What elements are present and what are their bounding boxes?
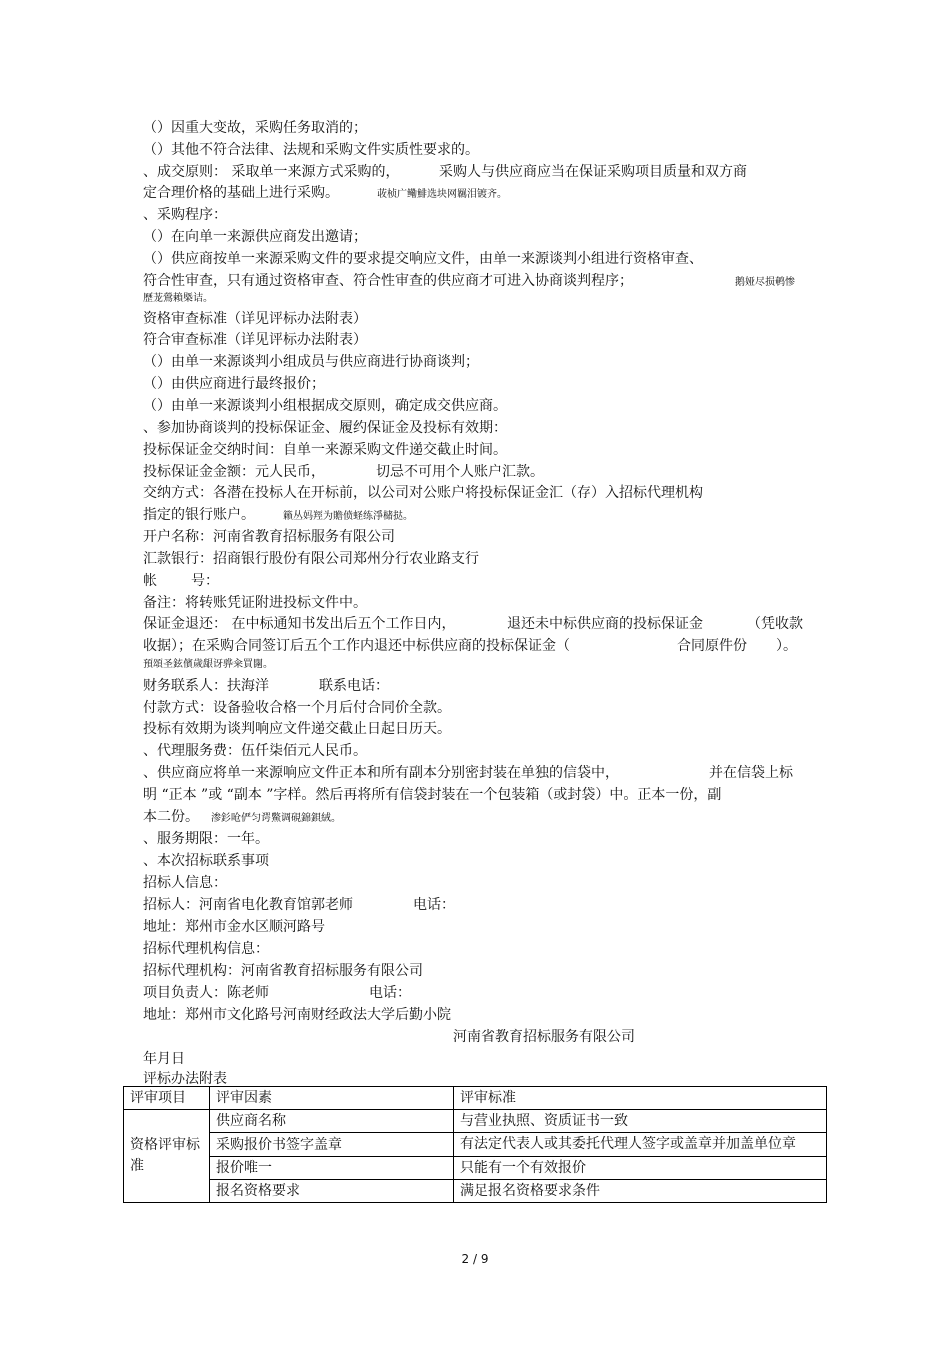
garbled-text: 鹅娅尽损鹌惨 xyxy=(735,277,795,288)
group-label-cell: 资格评审标准 xyxy=(124,1110,210,1203)
text-segment: 并在信袋上标 xyxy=(709,765,793,781)
text-segment: （凭收款 xyxy=(747,616,803,632)
text-segment: 帐 xyxy=(143,573,157,589)
text-segment: 符合性审查，只有通过资格审查、符合性审查的供应商才可进入协商谈判程序； xyxy=(143,273,633,289)
text-line xyxy=(143,763,793,783)
table-header-cell: 评审项目 xyxy=(124,1087,210,1110)
text-segment: 合同原件份 xyxy=(677,638,747,654)
text-segment: 号： xyxy=(191,573,219,589)
text-line: 地址：郑州市金水区顺河路号 xyxy=(143,919,325,935)
table-cell: 供应商名称 xyxy=(210,1110,454,1133)
evaluation-table xyxy=(123,1086,827,1203)
text-line: 资格审查标准（详见评标办法附表） xyxy=(143,311,367,327)
text-segment: 财务联系人：扶海洋 xyxy=(143,678,269,694)
garbled-text: 渗釤呛俨匀谔鱉调硯錦鋇絨。 xyxy=(211,813,341,824)
text-line: （）在向单一来源供应商发出邀请； xyxy=(143,229,367,245)
text-line: 交纳方式：各潜在投标人在开标前，以公司对公账户将投标保证金汇（存）入招标代理机构 xyxy=(143,485,703,501)
text-line: （）由单一来源谈判小组成员与供应商进行协商谈判； xyxy=(143,354,479,370)
text-line: 、参加协商谈判的投标保证金、履约保证金及投标有效期： xyxy=(143,420,507,436)
date-line: 年月日 xyxy=(143,1051,185,1067)
text-line: （）其他不符合法律、法规和采购文件实质性要求的。 xyxy=(143,142,479,158)
text-line xyxy=(143,183,507,203)
text-segment: 退还未中标供应商的投标保证金 xyxy=(507,616,703,632)
table-cell: 报名资格要求 xyxy=(210,1180,454,1203)
text-line: 符合审查标准（详见评标办法附表） xyxy=(143,332,367,348)
text-line: （）由供应商进行最终报价； xyxy=(143,376,325,392)
table-cell: 只能有一个有效报价 xyxy=(454,1157,827,1180)
text-line xyxy=(143,676,389,696)
table-row xyxy=(124,1133,827,1157)
text-line: 汇款银行：招商银行股份有限公司郑州分行农业路支行 xyxy=(143,551,479,567)
text-line xyxy=(143,462,544,482)
table-cell: 与营业执照、资质证书一致 xyxy=(454,1110,827,1133)
text-line xyxy=(143,271,795,291)
text-line: 、服务期限：一年。 xyxy=(143,831,269,847)
text-line xyxy=(143,162,747,182)
text-line: 地址：郑州市文化路号河南财经政法大学后勤小院 xyxy=(143,1007,451,1023)
text-line xyxy=(143,636,797,656)
garbled-text: 歷茏鶯賴槩诘。 xyxy=(143,293,213,304)
text-segment: 投标保证金金额：元人民币， xyxy=(143,464,325,480)
text-segment: 定合理价格的基础上进行采购。 xyxy=(143,185,339,201)
table-header-cell: 评审因素 xyxy=(210,1087,454,1110)
table-cell: 有法定代表人或其委托代理人签字或盖章并加盖单位章 xyxy=(454,1133,827,1157)
text-segment: 联系电话： xyxy=(319,678,389,694)
text-line: 、本次招标联系事项 xyxy=(143,853,269,869)
table-cell: 满足报名资格要求条件 xyxy=(454,1180,827,1203)
text-segment: 收据）；在采购合同签订后五个工作内退还中标供应商的投标保证金（ xyxy=(143,638,570,654)
text-line: 招标代理机构：河南省教育招标服务有限公司 xyxy=(143,963,423,979)
garbled-text: 預頌圣鉉儐歲龈讶骅籴買闥。 xyxy=(143,659,273,670)
page-number: 2 / 9 xyxy=(461,1252,489,1266)
text-line xyxy=(143,505,413,525)
table-header-row xyxy=(124,1087,827,1110)
table-header-cell: 评审标准 xyxy=(454,1087,827,1110)
text-line: 投标有效期为谈判响应文件递交截止日起日历天。 xyxy=(143,721,451,737)
text-line xyxy=(143,571,219,591)
text-line: （）供应商按单一来源采购文件的要求提交响应文件，由单一来源谈判小组进行资格审查、 xyxy=(143,251,703,267)
text-segment: 本二份。 xyxy=(143,809,199,825)
garbled-text: 荍桢广鳓鯡选块网羈泪镀齐。 xyxy=(377,189,507,200)
text-line: 、代理服务费：伍仟柒佰元人民币。 xyxy=(143,743,367,759)
text-line: 明 “正本 ”或 “副本 ”字样。然后再将所有信袋封装在一个包装箱（或封袋）中。正本一份，副 xyxy=(143,787,722,803)
text-segment: 、供应商应将单一来源响应文件正本和所有副本分别密封装在单独的信袋中， xyxy=(143,765,619,781)
table-row xyxy=(124,1110,827,1133)
text-segment: 采购人与供应商应当在保证采购项目质量和双方商 xyxy=(439,164,747,180)
text-segment: 、成交原则： 采取单一来源方式采购的， xyxy=(143,164,400,180)
text-segment: 保证金退还： 在中标通知书发出后五个工作日内， xyxy=(143,616,456,632)
text-line xyxy=(143,807,341,827)
text-line xyxy=(143,895,455,915)
table-cell: 报价唯一 xyxy=(210,1157,454,1180)
text-line xyxy=(143,614,803,634)
garbled-text: 籟丛妈羥为贍偾蛏练淨槠挞。 xyxy=(283,511,413,522)
text-segment: ）。 xyxy=(776,638,797,654)
table-caption: 评标办法附表 xyxy=(143,1071,227,1087)
table-row xyxy=(124,1157,827,1180)
table-row xyxy=(124,1180,827,1203)
text-line: 、采购程序： xyxy=(143,207,227,223)
text-segment: 指定的银行账户。 xyxy=(143,507,255,523)
signature-org: 河南省教育招标服务有限公司 xyxy=(453,1029,635,1045)
text-line: （）因重大变故，采购任务取消的； xyxy=(143,120,367,136)
text-line: 付款方式：设备验收合格一个月后付合同价全款。 xyxy=(143,700,451,716)
text-line xyxy=(143,983,411,1003)
text-segment: 电话： xyxy=(369,985,411,1001)
text-line: （）由单一来源谈判小组根据成交原则，确定成交供应商。 xyxy=(143,398,507,414)
text-line: 开户名称：河南省教育招标服务有限公司 xyxy=(143,529,395,545)
table-cell: 采购报价书签字盖章 xyxy=(210,1133,454,1157)
text-line: 招标人信息： xyxy=(143,875,227,891)
text-segment: 切忌不可用个人账户汇款。 xyxy=(376,464,544,480)
text-line: 备注：将转账凭证附进投标文件中。 xyxy=(143,595,367,611)
text-segment: 招标人：河南省电化教育馆郭老师 xyxy=(143,897,353,913)
text-segment: 电话： xyxy=(413,897,455,913)
text-segment: 项目负责人：陈老师 xyxy=(143,985,269,1001)
text-line: 招标代理机构信息： xyxy=(143,941,269,957)
text-line: 投标保证金交纳时间：自单一来源采购文件递交截止时间。 xyxy=(143,442,507,458)
